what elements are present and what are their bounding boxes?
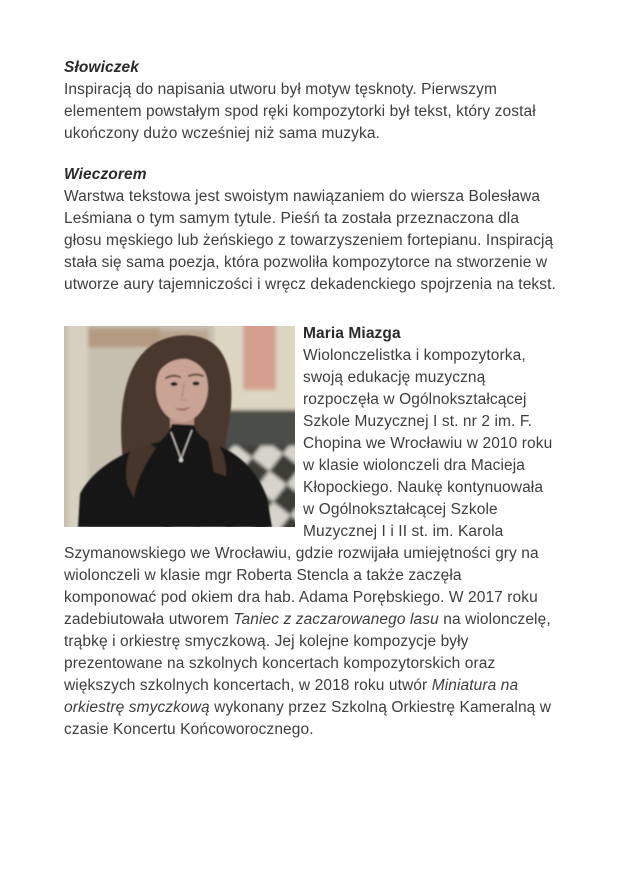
portrait-photo	[64, 326, 295, 527]
work-title-miniatura: Miniatura na orkiestrę smyczkową	[64, 677, 519, 716]
wall-top-band	[88, 328, 160, 347]
bio-text-segment: Wiolonczelistka i kompozytorka, swoją edukację muzyczną rozpoczęła w Ogólnokształcącej Szkole Muzycznej I st. nr 2 im. F. Chopina we Wrocławiu w 2010 roku w klasie wiolonczeli dra Macieja Kłopockiego. Naukę kontynuowała w Ogólnokształcącej Szkole Muzycznej I i II st. im. Karola Szymanowskiego we Wrocławiu, gdzie rozwijała umiejętności gry na wiolonczeli w klasie mgr Roberta Stencla a także zaczęła komponować pod okiem dra hab. Adama Porębskiego. W 2017 roku zadebiutowała utworem	[64, 347, 553, 628]
section-wieczorem	[64, 164, 556, 296]
pink-wall-panel	[243, 326, 276, 390]
left-eye	[170, 382, 177, 386]
section-body-wieczorem: Warstwa tekstowa jest swoistym nawiązaniem do wiersza Bolesława Leśmiana o tym samym tytule. Pieśń ta została przeznaczona dla głosu męskiego lub żeńskiego z towarzyszeniem fortepianu. Inspiracją stała się sama poezja, która pozwoliła kompozytorce na stworzenie w utworze aury tajemniczości i wręcz dekadenckiego spojrzenia na tekst.	[64, 188, 556, 293]
nose-shadow	[180, 398, 187, 401]
portrait-photo-illustration	[64, 326, 295, 527]
section-heading-wieczorem: Wieczorem	[64, 166, 147, 183]
section-heading-slowiczek: Słowiczek	[64, 59, 139, 76]
section-slowiczek	[64, 57, 556, 145]
bio-text-segment: wykonany przez Szkolną Orkiestrę Kameralną w czasie Koncertu Końcoworocznego.	[64, 699, 552, 738]
right-eye	[192, 382, 199, 386]
bio-name: Maria Miazga	[303, 325, 401, 342]
necklace-pendant	[179, 458, 183, 462]
section-bio	[64, 323, 556, 741]
bio-text-segment: na wiolonczelę, trąbkę i orkiestrę smyczkową. Jej kolejne kompozycje były prezentowane na szkolnych koncertach kompozytorskich oraz większych szkolnych koncertach, w 2018 roku utwór	[64, 611, 551, 694]
work-title-taniec: Taniec z zaczarowanego lasu	[233, 611, 439, 628]
section-body-slowiczek: Inspiracją do napisania utworu był motyw tęsknoty. Pierwszym elementem powstałym spod ręki kompozytorki był tekst, który został ukończony dużo wcześniej niż sama muzyka.	[64, 81, 536, 142]
